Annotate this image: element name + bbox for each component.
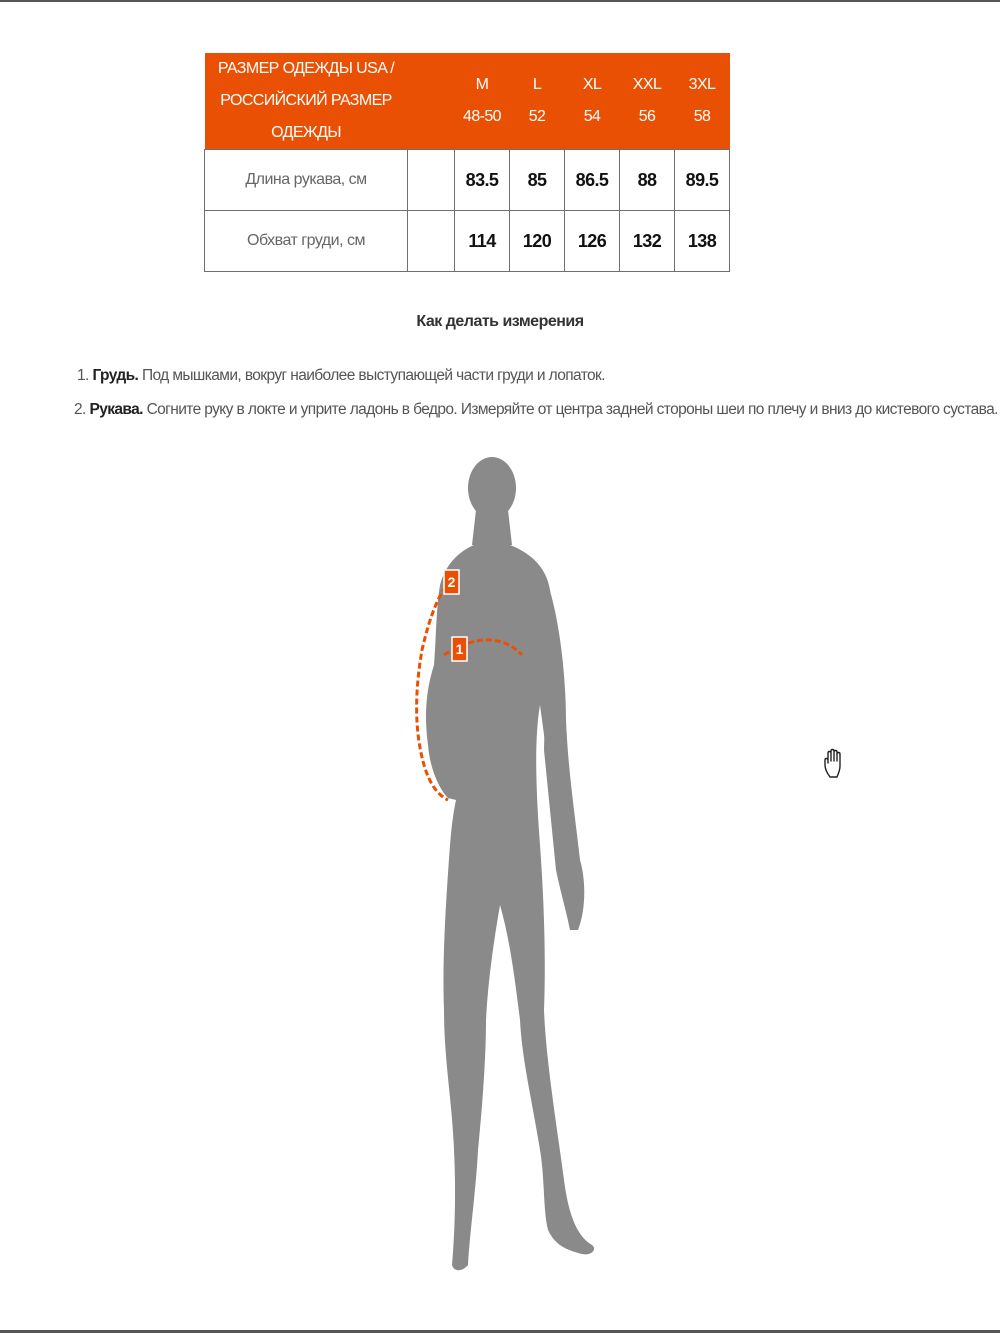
instruction-text: Согните руку в локте и уприте ладонь в бедро. Измеряйте от центра задней стороны шеи по плечу и вниз до кистевого сустава. (146, 401, 998, 418)
instruction-number: 2. (74, 401, 86, 418)
row-label: Длина рукава, см (205, 150, 408, 211)
size-header-m: M 48-50 (455, 53, 510, 150)
table-cell: 83.5 (455, 150, 510, 211)
instruction-sleeve (74, 401, 998, 419)
table-cell: 86.5 (565, 150, 620, 211)
marker-2-label: 2 (447, 574, 456, 590)
table-cell: 88 (620, 150, 675, 211)
size-header-xl: XL 54 (565, 53, 620, 150)
measurement-figure (380, 450, 620, 1280)
table-cell: 114 (455, 211, 510, 272)
marker-1-label: 1 (455, 641, 464, 657)
instruction-chest (77, 367, 605, 385)
header-spacer (408, 53, 455, 150)
size-header-xxl: XXL 56 (620, 53, 675, 150)
marker-2 (444, 570, 459, 594)
marker-1 (452, 637, 467, 661)
hand-cursor-icon (822, 747, 848, 779)
size-header-l: L 52 (510, 53, 565, 150)
size-header-label: РАЗМЕР ОДЕЖДЫ USA / РОССИЙСКИЙ РАЗМЕР ОДЕЖДЫ (205, 53, 408, 150)
table-cell: 89.5 (675, 150, 730, 211)
table-cell: 132 (620, 211, 675, 272)
table-cell: 85 (510, 150, 565, 211)
table-row-chest (205, 211, 730, 272)
instruction-term: Грудь. (92, 367, 139, 384)
table-spacer-cell (408, 150, 455, 211)
table-row-sleeve-length (205, 150, 730, 211)
howto-title: Как делать измерения (416, 313, 584, 330)
table-spacer-cell (408, 211, 455, 272)
size-chart-table (204, 53, 730, 272)
table-cell: 120 (510, 211, 565, 272)
size-table-header-row (205, 53, 730, 150)
instruction-term: Рукава. (89, 401, 143, 418)
size-header-3xl: 3XL 58 (675, 53, 730, 150)
instruction-number: 1. (77, 367, 89, 384)
top-divider (0, 0, 1000, 2)
row-label: Обхват груди, см (205, 211, 408, 272)
table-cell: 138 (675, 211, 730, 272)
table-cell: 126 (565, 211, 620, 272)
instruction-text: Под мышками, вокруг наиболее выступающей части груди и лопаток. (141, 367, 605, 384)
